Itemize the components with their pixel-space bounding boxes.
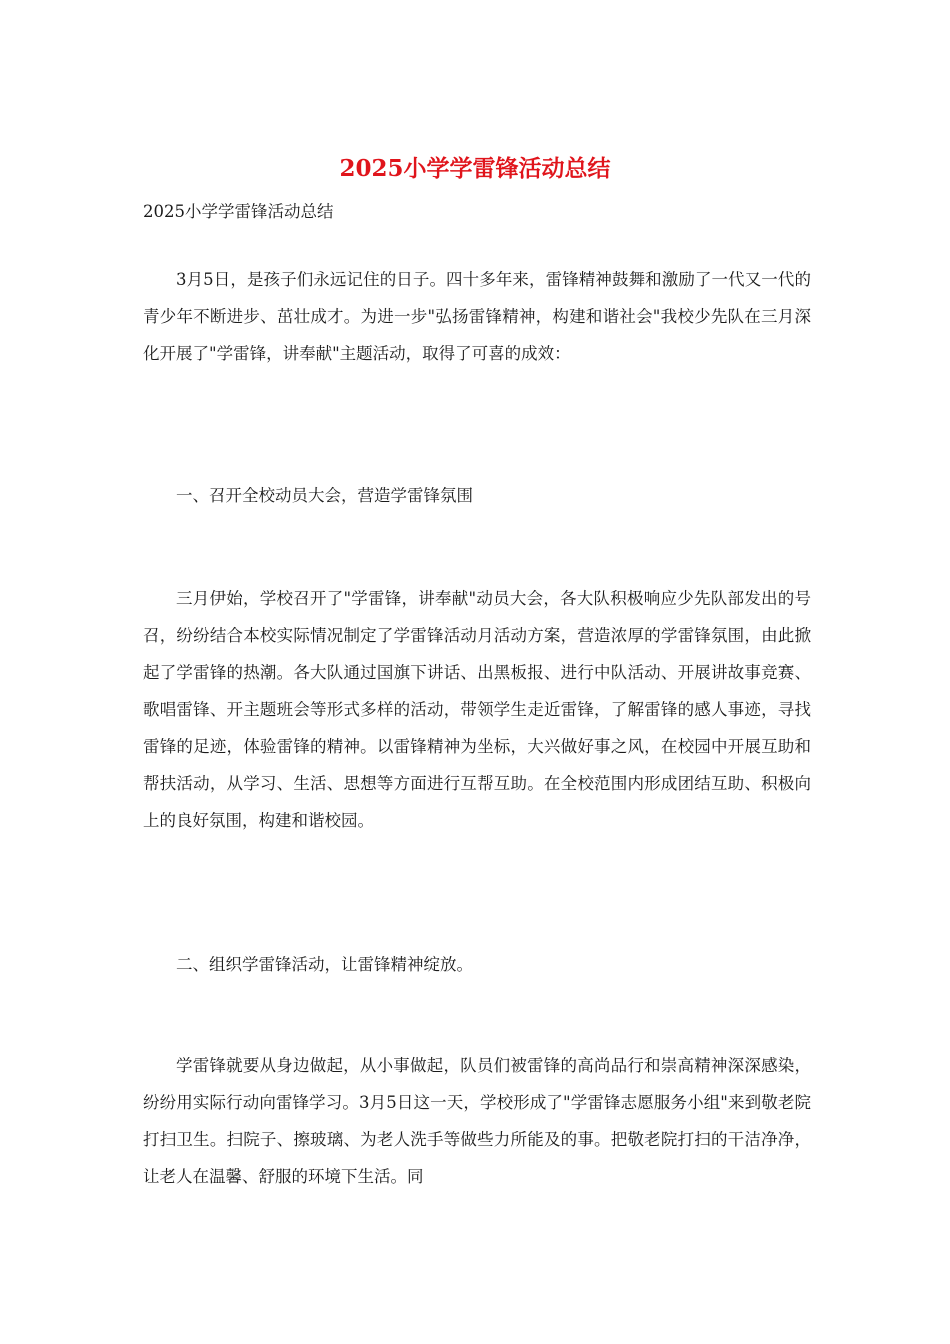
document-subtitle: 2025小学学雷锋活动总结 [143, 202, 334, 221]
paragraph-intro: 3月5日，是孩子们永远记住的日子。四十多年来，雷锋精神鼓舞和激励了一代又一代的青少年不断进步、茁壮成才。为进一步"弘扬雷锋精神，构建和谐社会"我校少先队在三月深化开展了"学雷锋，讲奉献"主题活动，取得了可喜的成效： [143, 270, 811, 363]
paragraph-section-1: 三月伊始，学校召开了"学雷锋，讲奉献"动员大会，各大队积极响应少先队部发出的号召，纷纷结合本校实际情况制定了学雷锋活动月活动方案，营造浓厚的学雷锋氛围，由此掀起了学雷锋的热潮。各大队通过国旗下讲话、出黑板报、进行中队活动、开展讲故事竞赛、歌唱雷锋、开主题班会等形式多样的活动，带领学生走近雷锋，了解雷锋的感人事迹，寻找雷锋的足迹，体验雷锋的精神。以雷锋精神为坐标，大兴做好事之风，在校园中开展互助和帮扶活动，从学习、生活、思想等方面进行互帮互助。在全校范围内形成团结互助、积极向上的良好氛围，构建和谐校园。 [143, 589, 811, 830]
document-title: 2025小学学雷锋活动总结 [339, 155, 611, 182]
paragraph-section-2: 学雷锋就要从身边做起，从小事做起，队员们被雷锋的高尚品行和崇高精神深深感染，纷纷用实际行动向雷锋学习。3月5日这一天，学校形成了"学雷锋志愿服务小组"来到敬老院打扫卫生。扫院子、擦玻璃、为老人洗手等做些力所能及的事。把敬老院打扫的干洁净净，让老人在温馨、舒服的环境下生活。同 [143, 1056, 811, 1186]
section-heading-2: 二、组织学雷锋活动，让雷锋精神绽放。 [176, 955, 473, 974]
section-heading-1: 一、召开全校动员大会，营造学雷锋氛围 [176, 486, 473, 505]
